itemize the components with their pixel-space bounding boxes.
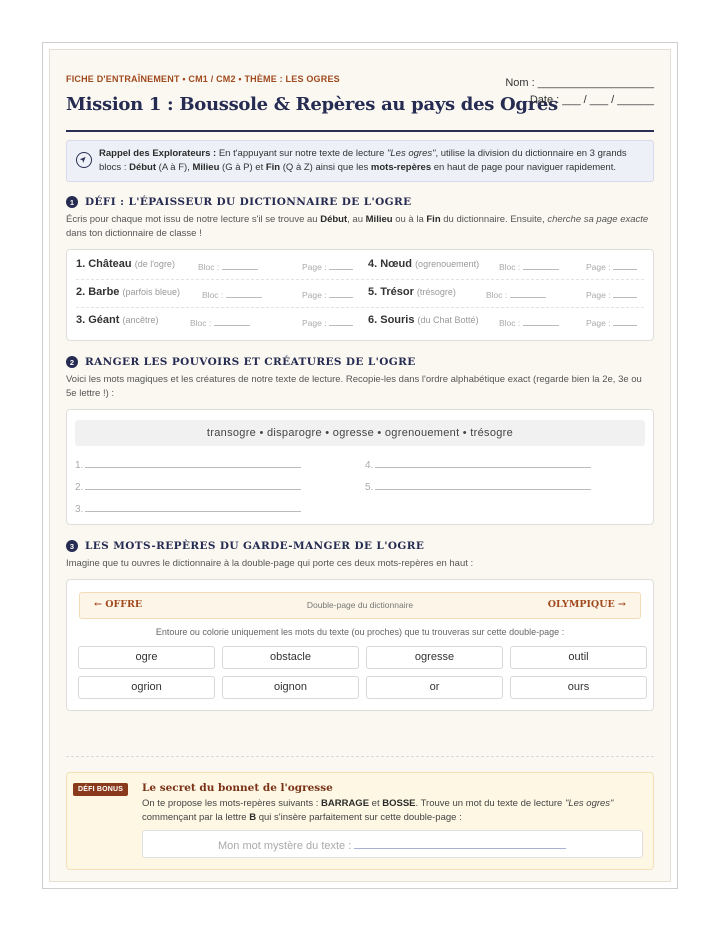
section-1-head bbox=[66, 194, 654, 210]
bloc-label: Bloc : bbox=[486, 290, 508, 300]
rappel-title-ref: "Les ogres" bbox=[387, 148, 436, 159]
word-item-5 bbox=[368, 286, 456, 298]
word-row bbox=[76, 308, 644, 335]
word-hint: (parfois bleue) bbox=[122, 287, 181, 297]
word-hint: (ogrenouement) bbox=[415, 259, 480, 269]
bonus-badge: DÉFI BONUS bbox=[73, 783, 128, 796]
mystery-word-label bbox=[218, 838, 566, 852]
word-name: 3. Géant bbox=[76, 314, 120, 326]
word-item-3 bbox=[76, 314, 158, 326]
page-field[interactable] bbox=[302, 288, 353, 300]
date-field[interactable]: Date : ___ / ___ / ______ bbox=[529, 94, 654, 106]
section-2-title: RANGER LES POUVOIRS ET CRÉATURES DE L'OGRE bbox=[85, 356, 416, 368]
page-label: Page : bbox=[302, 290, 327, 300]
header-kicker: FICHE D'ENTRAÎNEMENT • CM1 / CM2 • THÈME : LES OGRES bbox=[66, 74, 340, 84]
word-chip[interactable]: oignon bbox=[222, 676, 359, 699]
bonus-letter: B bbox=[249, 812, 257, 823]
bloc-label: Bloc : bbox=[198, 262, 220, 272]
s1-i4: du dictionnaire. Ensuite, bbox=[440, 214, 548, 225]
page-field[interactable] bbox=[586, 316, 637, 328]
bonus-box bbox=[66, 772, 654, 870]
rappel-t2: , utilise la division du dictionnaire en 3 grands blocs : bbox=[99, 148, 627, 173]
bonus-t3: . Trouve un mot du texte de lecture bbox=[415, 798, 565, 809]
bonus-w1: BARRAGE bbox=[321, 798, 370, 809]
section-1-number: 1 bbox=[66, 196, 78, 208]
name-date-block bbox=[505, 75, 654, 109]
word-hint: (ancêtre) bbox=[122, 315, 159, 325]
word-chip[interactable]: outil bbox=[510, 646, 647, 669]
bloc-field[interactable] bbox=[202, 288, 262, 300]
s1-i3: ou à la bbox=[392, 214, 427, 225]
word-chip[interactable]: ogrion bbox=[78, 676, 215, 699]
bonus-ref: "Les ogres" bbox=[564, 798, 614, 809]
bloc-label: Bloc : bbox=[190, 318, 212, 328]
worksheet-inner bbox=[49, 49, 671, 882]
word-hint: (du Chat Botté) bbox=[417, 315, 479, 325]
bloc-label: Bloc : bbox=[499, 318, 521, 328]
section-3-head bbox=[66, 538, 654, 554]
section-1-title: DÉFI : L'ÉPAISSEUR DU DICTIONNAIRE DE L'OGRE bbox=[85, 196, 412, 208]
double-page-banner bbox=[79, 592, 641, 619]
word-chip[interactable]: ogresse bbox=[366, 646, 503, 669]
word-name: 6. Souris bbox=[368, 314, 415, 326]
divider bbox=[66, 756, 654, 757]
rappel-milieu: Milieu bbox=[192, 162, 220, 173]
mystery-word-input[interactable] bbox=[142, 830, 643, 858]
section-1 bbox=[66, 194, 654, 341]
s1-i5: dans ton dictionnaire de classe ! bbox=[66, 228, 202, 239]
page-label: Page : bbox=[302, 318, 327, 328]
rappel-reperes: mots-repères bbox=[370, 162, 432, 173]
rappel-lead: Rappel des Explorateurs : bbox=[99, 148, 217, 159]
page-label: Page : bbox=[586, 318, 611, 328]
section-3-title: LES MOTS-REPÈRES DU GARDE-MANGER DE L'OGRE bbox=[85, 540, 425, 552]
word-item-2 bbox=[76, 286, 180, 298]
bloc-field[interactable] bbox=[499, 260, 559, 272]
word-chip[interactable]: ogre bbox=[78, 646, 215, 669]
word-name: 5. Trésor bbox=[368, 286, 414, 298]
answer-line-2[interactable] bbox=[75, 479, 301, 493]
left-guide-word: ← OFFRE bbox=[94, 599, 143, 610]
compass-icon bbox=[76, 152, 92, 168]
header bbox=[66, 64, 654, 132]
answer-line-1[interactable] bbox=[75, 457, 301, 471]
worksheet-frame bbox=[42, 42, 678, 889]
bloc-field[interactable] bbox=[486, 288, 546, 300]
rappel-t1: En t'appuyant sur notre texte de lecture bbox=[216, 148, 388, 159]
answer-number: 2. bbox=[75, 482, 84, 493]
rappel-t4: (G à P) et bbox=[219, 162, 266, 173]
word-item-4 bbox=[368, 258, 479, 270]
name-field[interactable]: Nom : ___________________ bbox=[505, 77, 654, 89]
answer-number: 5. bbox=[365, 482, 374, 493]
word-hint: (de l'ogre) bbox=[134, 259, 175, 269]
bonus-w2: BOSSE bbox=[382, 798, 416, 809]
guide-words-box bbox=[66, 579, 654, 711]
page-title: Mission 1 : Boussole & Repères au pays des Ogres bbox=[66, 94, 558, 115]
magic-words-box bbox=[66, 409, 654, 525]
page-label: Page : bbox=[302, 262, 327, 272]
bloc-label: Bloc : bbox=[499, 262, 521, 272]
answer-line-3[interactable] bbox=[75, 501, 301, 515]
bonus-t1: On te propose les mots-repères suivants : bbox=[142, 798, 321, 809]
double-page-label: Double-page du dictionnaire bbox=[306, 600, 414, 610]
s1-italic: cherche sa page exacte bbox=[547, 214, 649, 225]
page-field[interactable] bbox=[302, 260, 353, 272]
right-guide-word: OLYMPIQUE → bbox=[547, 599, 626, 610]
section-3-instructions: Imagine que tu ouvres le dictionnaire à la double-page qui porte ces deux mots-repères en haut : bbox=[66, 558, 474, 569]
bloc-field[interactable] bbox=[198, 260, 258, 272]
rappel-t3: (A à F), bbox=[156, 162, 193, 173]
answer-number: 4. bbox=[365, 460, 374, 471]
section-2-instructions: Voici les mots magiques et les créatures de notre texte de lecture. Recopie-les dans l'ordre alphabétique exact (regarde bien la 2e, 3e ou 5e lettre !) : bbox=[66, 374, 642, 399]
section-1-instructions bbox=[66, 213, 654, 241]
rappel-t5: (Q à Z) ainsi que les bbox=[280, 162, 371, 173]
rappel-t6: en haut de page pour naviguer rapidement. bbox=[431, 162, 616, 173]
page-field[interactable] bbox=[302, 316, 353, 328]
circle-instruction: Entoure ou colorie uniquement les mots du texte (ou proches) que tu trouveras sur cette double-page : bbox=[155, 627, 565, 637]
page-field[interactable] bbox=[586, 260, 637, 272]
word-row bbox=[76, 252, 644, 280]
word-chip[interactable]: obstacle bbox=[222, 646, 359, 669]
rappel-text bbox=[99, 147, 645, 175]
bloc-field[interactable] bbox=[499, 316, 559, 328]
page-label: Page : bbox=[586, 290, 611, 300]
word-item-1 bbox=[76, 258, 175, 270]
mystery-label-text: Mon mot mystère du texte : bbox=[218, 840, 352, 852]
words-grid bbox=[66, 249, 654, 341]
bloc-field[interactable] bbox=[190, 316, 250, 328]
page-label: Page : bbox=[586, 262, 611, 272]
magic-words-band: transogre • disparogre • ogresse • ogrenouement • trésogre bbox=[75, 420, 645, 446]
word-hint: (trésogre) bbox=[416, 287, 456, 297]
s1-fin: Fin bbox=[426, 214, 441, 225]
section-2 bbox=[66, 354, 654, 525]
word-chip[interactable]: or bbox=[366, 676, 503, 699]
section-3 bbox=[66, 538, 654, 711]
s1-i1: Écris pour chaque mot issu de notre lecture s'il se trouve au bbox=[66, 214, 321, 225]
word-name: 4. Nœud bbox=[368, 258, 412, 270]
s1-milieu: Milieu bbox=[365, 214, 393, 225]
page-field[interactable] bbox=[586, 288, 637, 300]
s1-i2: , au bbox=[347, 214, 366, 225]
section-2-number: 2 bbox=[66, 356, 78, 368]
word-chip[interactable]: ours bbox=[510, 676, 647, 699]
bonus-t2: et bbox=[369, 798, 383, 809]
bonus-title: Le secret du bonnet de l'ogresse bbox=[142, 782, 333, 794]
answer-number: 3. bbox=[75, 504, 84, 515]
section-2-head bbox=[66, 354, 654, 370]
rappel-fin: Fin bbox=[265, 162, 281, 173]
rappel-box bbox=[66, 140, 654, 182]
word-item-6 bbox=[368, 314, 479, 326]
bonus-t5: qui s'insère parfaitement sur cette double-page : bbox=[256, 812, 462, 823]
answer-line-4[interactable] bbox=[365, 457, 591, 471]
word-name: 1. Château bbox=[76, 258, 132, 270]
word-row bbox=[76, 280, 644, 308]
bonus-t4: commençant par la lettre bbox=[142, 812, 250, 823]
word-name: 2. Barbe bbox=[76, 286, 120, 298]
answer-line-5[interactable] bbox=[365, 479, 591, 493]
s1-debut: Début bbox=[320, 214, 348, 225]
answer-number: 1. bbox=[75, 460, 84, 471]
section-3-number: 3 bbox=[66, 540, 78, 552]
worksheet-content bbox=[66, 64, 654, 711]
bonus-text bbox=[142, 797, 639, 825]
bloc-label: Bloc : bbox=[202, 290, 224, 300]
rappel-debut: Début bbox=[129, 162, 157, 173]
